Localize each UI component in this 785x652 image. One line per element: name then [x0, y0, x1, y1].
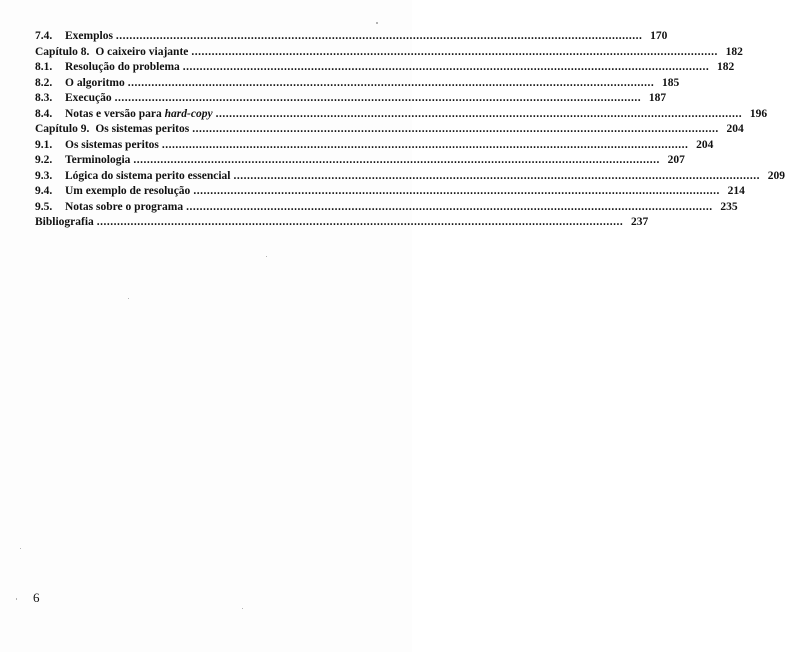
toc-entry-title: Terminologia: [65, 154, 131, 166]
toc-entry-number: 9.4.: [35, 185, 53, 197]
dot-leader: [216, 107, 743, 123]
toc-entry-page: 204: [696, 138, 714, 151]
toc-entry-9-2: [35, 153, 685, 169]
toc-entry-8-4: [35, 107, 768, 123]
toc-entry-page: 196: [749, 107, 768, 120]
toc-entry-page: 235: [720, 200, 738, 213]
toc-entry-8-2: [35, 76, 680, 92]
toc-entry-title: Os sistemas peritos: [65, 138, 159, 151]
paper-speck: [20, 548, 21, 549]
toc-entry-page: 187: [648, 92, 667, 104]
toc-entry-number: 8.3.: [35, 92, 53, 104]
toc-entry-title: Lógica do sistema perito essencial: [65, 169, 231, 182]
toc-entry-number: Capítulo 8.: [35, 45, 90, 58]
paper-speck: [266, 256, 267, 257]
dot-leader: [97, 215, 624, 231]
toc-entry-number: 8.1.: [35, 61, 53, 73]
toc-entry-title: O caixeiro viajante: [95, 45, 189, 58]
page-number: 6: [33, 590, 40, 605]
toc-entry-9-3: [35, 169, 785, 185]
toc-entry-number: 9.1.: [35, 138, 53, 151]
toc-entry-number: 8.4.: [35, 107, 53, 120]
toc-entry-title: Resolução do problema: [65, 61, 180, 73]
toc-entry-9-1: [35, 138, 714, 154]
toc-entry-8-1: [35, 60, 735, 76]
toc-entry-title: Os sistemas peritos: [95, 123, 190, 135]
dot-leader: [128, 76, 655, 92]
toc-entry-number: 8.2.: [35, 76, 53, 89]
toc-entry-chapter-9: [35, 122, 744, 138]
toc-entry-7-4: [35, 29, 668, 45]
toc-entry-page: 182: [725, 45, 743, 58]
paper-speck: [376, 22, 378, 24]
dot-leader: [233, 169, 760, 185]
dot-leader: [133, 153, 660, 169]
dot-leader: [186, 200, 713, 216]
dot-leader: [183, 60, 710, 76]
dot-leader: [162, 138, 689, 154]
dot-leader: [192, 122, 719, 138]
paper-speck: [16, 598, 17, 600]
toc-entry-number: Capítulo 9.: [35, 123, 90, 135]
toc-entry-number: 9.2.: [35, 154, 53, 166]
toc-entry-page: 209: [767, 169, 785, 182]
toc-entry-title: [65, 107, 213, 123]
toc-entry-page: 185: [661, 76, 680, 89]
toc-entry-number: 9.5.: [35, 200, 53, 213]
toc-entry-page: 214: [727, 185, 745, 197]
toc-entry-title: Bibliografia: [35, 216, 94, 228]
toc-entry-8-3: [35, 91, 667, 107]
toc-entry-page: 182: [717, 61, 735, 73]
toc-entry-9-5: [35, 200, 738, 216]
toc-entry-page: 237: [631, 216, 649, 228]
toc-entry-chapter-8: [35, 45, 743, 61]
dot-leader: [191, 45, 718, 61]
toc-entry-page: 170: [650, 30, 668, 42]
toc-entry-number: 9.3.: [35, 169, 53, 182]
table-of-contents: [35, 29, 785, 231]
toc-entry-title: Exemplos: [65, 30, 113, 42]
toc-entry-title: Um exemplo de resolução: [65, 185, 191, 197]
toc-entry-title-italic: hard-copy: [164, 107, 213, 120]
toc-entry-bibliografia: [35, 215, 649, 231]
toc-entry-title: Execução: [65, 92, 112, 104]
toc-entry-title: Notas sobre o programa: [65, 200, 184, 213]
dot-leader: [116, 29, 643, 45]
dot-leader: [115, 91, 642, 107]
dot-leader: [193, 184, 720, 200]
toc-entry-page: 204: [726, 123, 744, 135]
toc-entry-9-4: [35, 184, 745, 200]
toc-entry-title-roman: Notas e versão para: [65, 107, 165, 120]
toc-entry-title: O algoritmo: [65, 76, 125, 89]
paper-speck: [242, 608, 243, 609]
toc-entry-page: 207: [667, 154, 685, 166]
paper-speck: [128, 298, 129, 299]
toc-entry-number: 7.4.: [35, 30, 53, 42]
